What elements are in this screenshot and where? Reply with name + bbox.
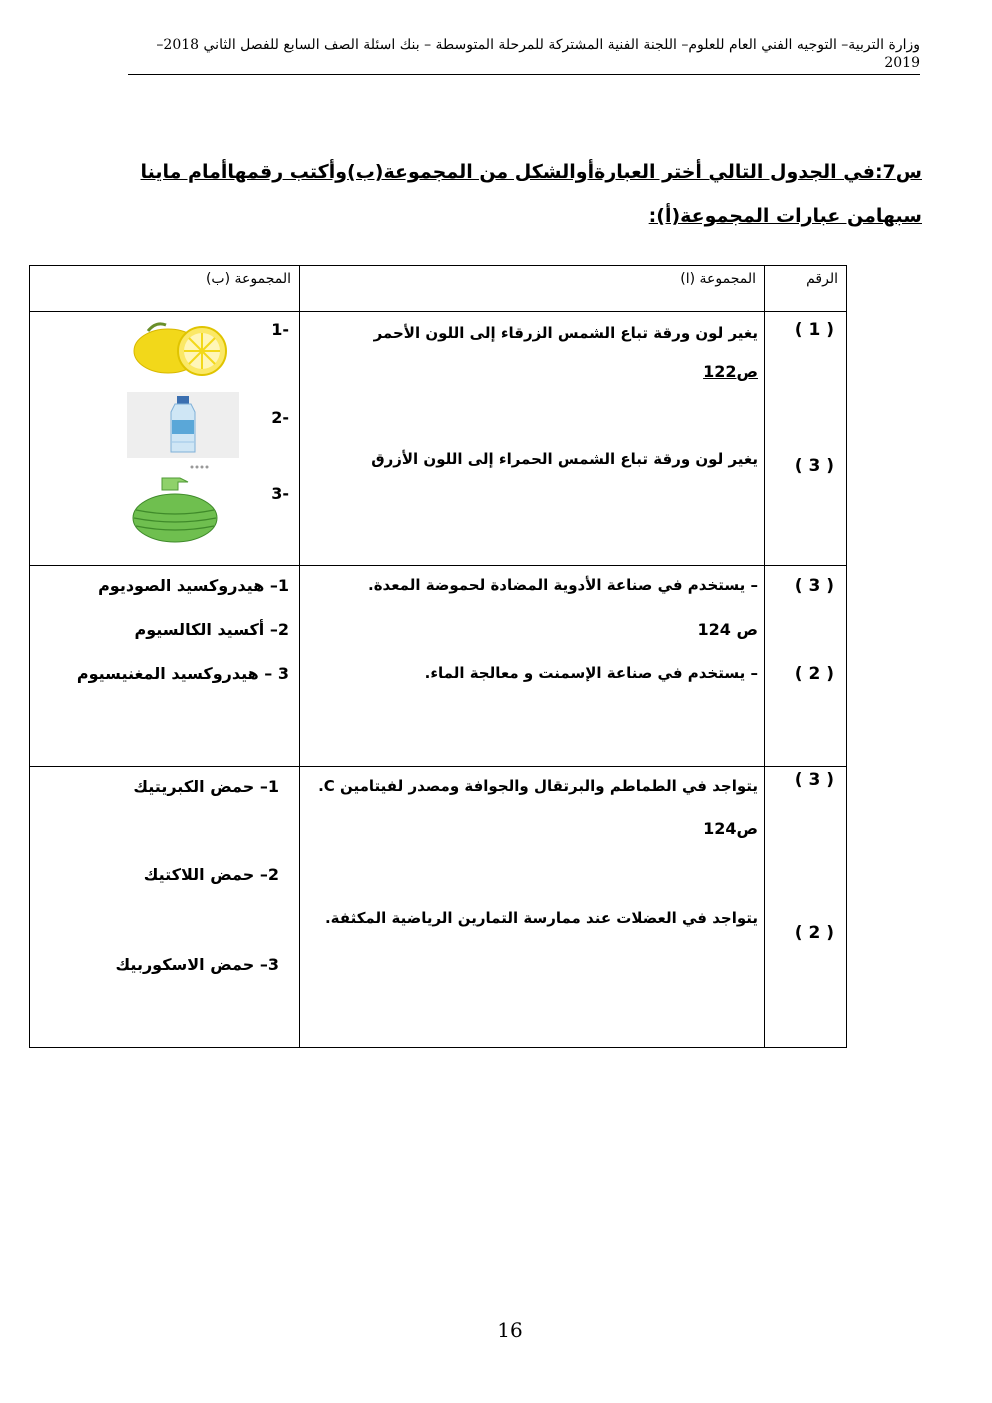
- answer-number: ( 2 ): [794, 664, 834, 684]
- group-a-statement: يتواجد في العضلات عند ممارسة التمارين الرياضية المكثفة.: [324, 909, 758, 927]
- group-a-statement: يغير لون ورقة تباع الشمس الحمراء إلى اللون الأزرق: [371, 450, 758, 468]
- group-b-option: 3 – هيدروكسيد المغنيسيوم: [76, 664, 289, 683]
- table-row: [30, 312, 847, 566]
- header-group-b: المجموعة (ب): [205, 271, 291, 287]
- answer-number: ( 3 ): [794, 770, 834, 790]
- group-b-label: -2: [271, 408, 289, 427]
- water-bottle-image: [127, 392, 239, 458]
- group-b-option: 1– هيدروكسيد الصوديوم: [98, 576, 289, 595]
- header-group-a: المجموعة (ا): [680, 271, 756, 287]
- group-a-statement: يغير لون ورقة تباع الشمس الزرقاء إلى اللون الأحمر: [373, 324, 758, 342]
- page-header: وزارة التربية– التوجيه الفني العام للعلوم– اللجنة الفنية المشتركة للمرحلة المتوسطة – بنك اسئلة الصف السابع للفصل الثاني 2018–2019: [128, 36, 920, 75]
- group-b-option: 2– حمض اللاكتيك: [143, 865, 279, 884]
- question-title: س7:في الجدول التالي أختر العبارةأوالشكل من المجموعة(ب)وأكتب رقمهاأمام ماينا سبهامن عبارات المجموعة(أ):: [140, 161, 922, 227]
- group-a-statement: يتواجد في الطماطم والبرتقال والجوافة ومصدر لفيتامين C.: [318, 777, 758, 795]
- group-b-option: 1– حمض الكبريتيك: [133, 777, 279, 796]
- page-number: 16: [497, 1318, 523, 1342]
- table-header-row: [30, 266, 847, 312]
- table-row: [30, 767, 847, 1048]
- lemon-image: [128, 317, 236, 379]
- group-a-statement: – يستخدم في صناعة الإسمنت و معالجة الماء.: [424, 664, 758, 682]
- group-b-label: -1: [271, 320, 289, 339]
- answer-number: ( 3 ): [794, 576, 834, 596]
- table-row: [30, 566, 847, 767]
- group-b-option: 3– حمض الاسكوربيك: [115, 955, 279, 974]
- group-b-label: -3: [271, 484, 289, 503]
- answer-number: ( 1 ): [794, 320, 834, 340]
- answer-number: ( 3 ): [794, 456, 834, 476]
- soap-dispenser-image: [130, 464, 220, 544]
- header-number: الرقم: [806, 271, 838, 287]
- page-reference: ص122: [703, 362, 758, 381]
- page-reference: ص 124: [697, 620, 758, 639]
- answer-number: ( 2 ): [794, 923, 834, 943]
- page-reference: ص124: [703, 819, 758, 838]
- matching-table: [29, 265, 847, 1048]
- group-a-statement: – يستخدم في صناعة الأدوية المضادة لحموضة المعدة.: [368, 576, 758, 594]
- group-b-option: 2– أكسيد الكالسيوم: [134, 620, 289, 639]
